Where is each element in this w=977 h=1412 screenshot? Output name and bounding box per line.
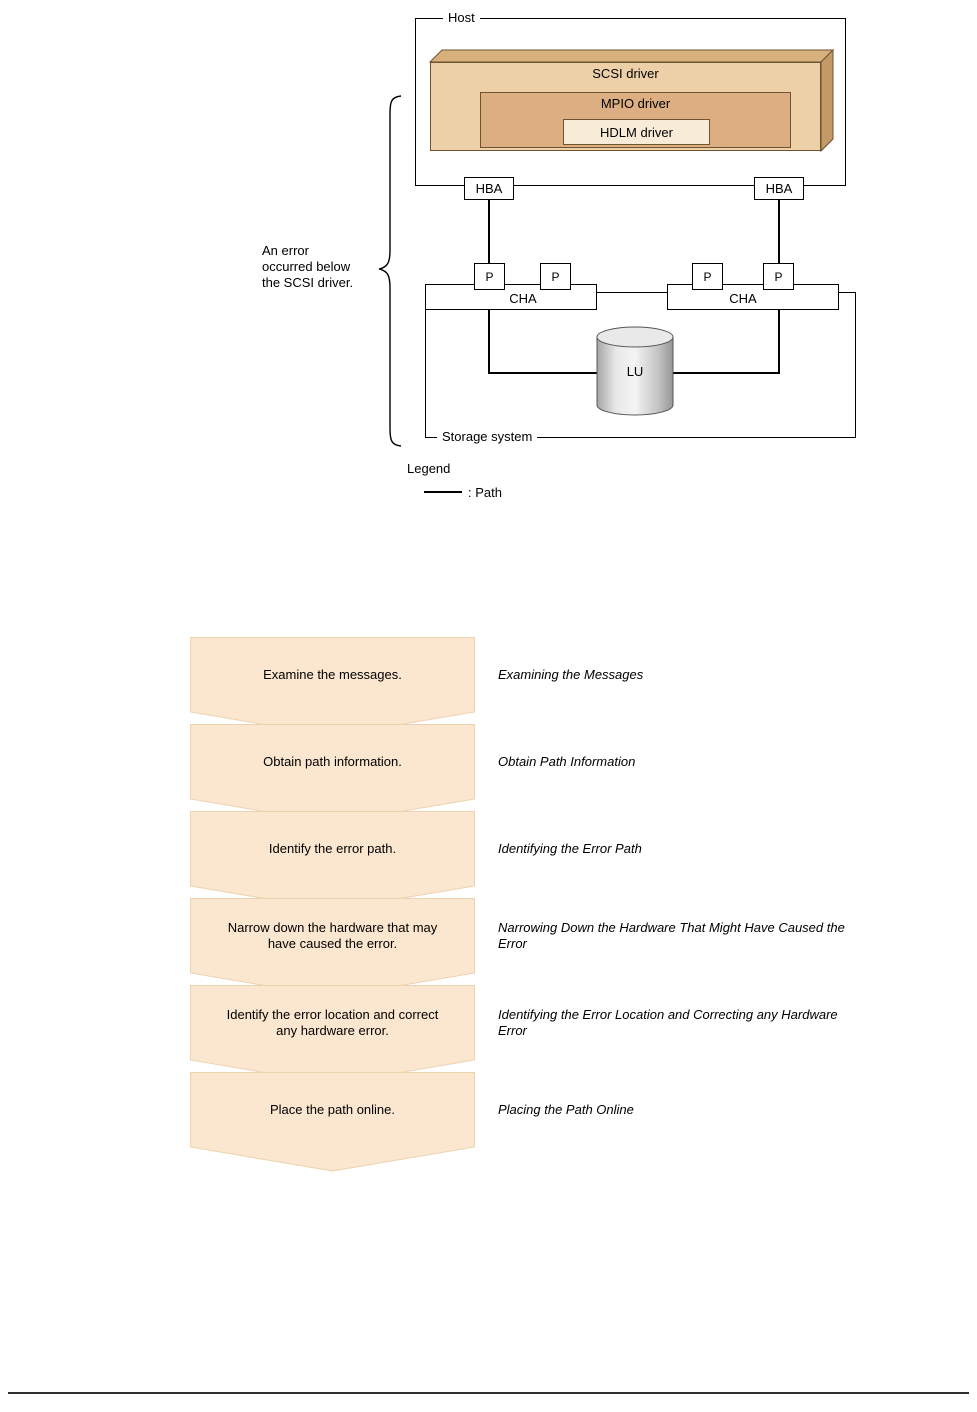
flow-step-identify-error-path bbox=[190, 811, 475, 911]
legend-title: Legend bbox=[407, 461, 451, 476]
flow-step-label: Examine the messages. bbox=[263, 666, 402, 682]
mpio-driver-box: MPIO driver bbox=[480, 92, 791, 148]
flow-step-reference: Identifying the Error Path bbox=[498, 840, 642, 856]
storage-system-label: Storage system bbox=[437, 429, 537, 444]
cha-label-left: CHA bbox=[509, 291, 537, 306]
scsi-box-side-face bbox=[821, 50, 833, 151]
flow-step-narrow-down-hardware bbox=[190, 898, 475, 998]
flow-step-reference: Examining the Messages bbox=[498, 666, 644, 682]
flow-step-label: Identify the error location and correct any hardware error. bbox=[226, 1006, 439, 1038]
flow-step-examine-messages bbox=[190, 637, 475, 737]
flow-step-label: Narrow down the hardware that may have caused the error. bbox=[227, 919, 438, 951]
scsi-driver-label: SCSI driver bbox=[592, 66, 659, 81]
flow-step-reference: Narrowing Down the Hardware That Might Have Caused the Error bbox=[498, 919, 845, 951]
port-box-left-1: P bbox=[474, 263, 505, 290]
scsi-box-top-face bbox=[430, 50, 833, 62]
flow-step-reference: Obtain Path Information bbox=[498, 753, 636, 769]
flow-step-label: Identify the error path. bbox=[268, 840, 397, 856]
port-box-left-2: P bbox=[540, 263, 571, 290]
curly-brace bbox=[379, 96, 401, 446]
host-label: Host bbox=[443, 10, 480, 25]
legend-path-label: : Path bbox=[468, 485, 502, 500]
page-footer-divider bbox=[8, 1392, 969, 1394]
flow-step-reference: Identifying the Error Location and Correcting any Hardware Error bbox=[498, 1006, 838, 1038]
hba-box-left: HBA bbox=[464, 177, 514, 200]
cha-label-right: CHA bbox=[729, 291, 757, 306]
flow-step-reference: Placing the Path Online bbox=[498, 1101, 634, 1117]
hba-box-right: HBA bbox=[754, 177, 804, 200]
flow-step-obtain-path-info bbox=[190, 724, 475, 824]
flow-step-place-path-online bbox=[190, 1072, 475, 1172]
path-line-left-lu bbox=[489, 310, 597, 373]
flow-step-label: Place the path online. bbox=[269, 1101, 396, 1117]
error-annotation: An error occurred below the SCSI driver. bbox=[262, 243, 354, 290]
path-line-right-lu bbox=[673, 310, 779, 373]
hdlm-driver-box: HDLM driver bbox=[563, 119, 710, 145]
lu-label: LU bbox=[626, 364, 644, 379]
port-box-right-2: P bbox=[763, 263, 794, 290]
flow-step-label: Obtain path information. bbox=[263, 753, 402, 769]
port-box-right-1: P bbox=[692, 263, 723, 290]
flow-step-identify-error-location bbox=[190, 985, 475, 1085]
